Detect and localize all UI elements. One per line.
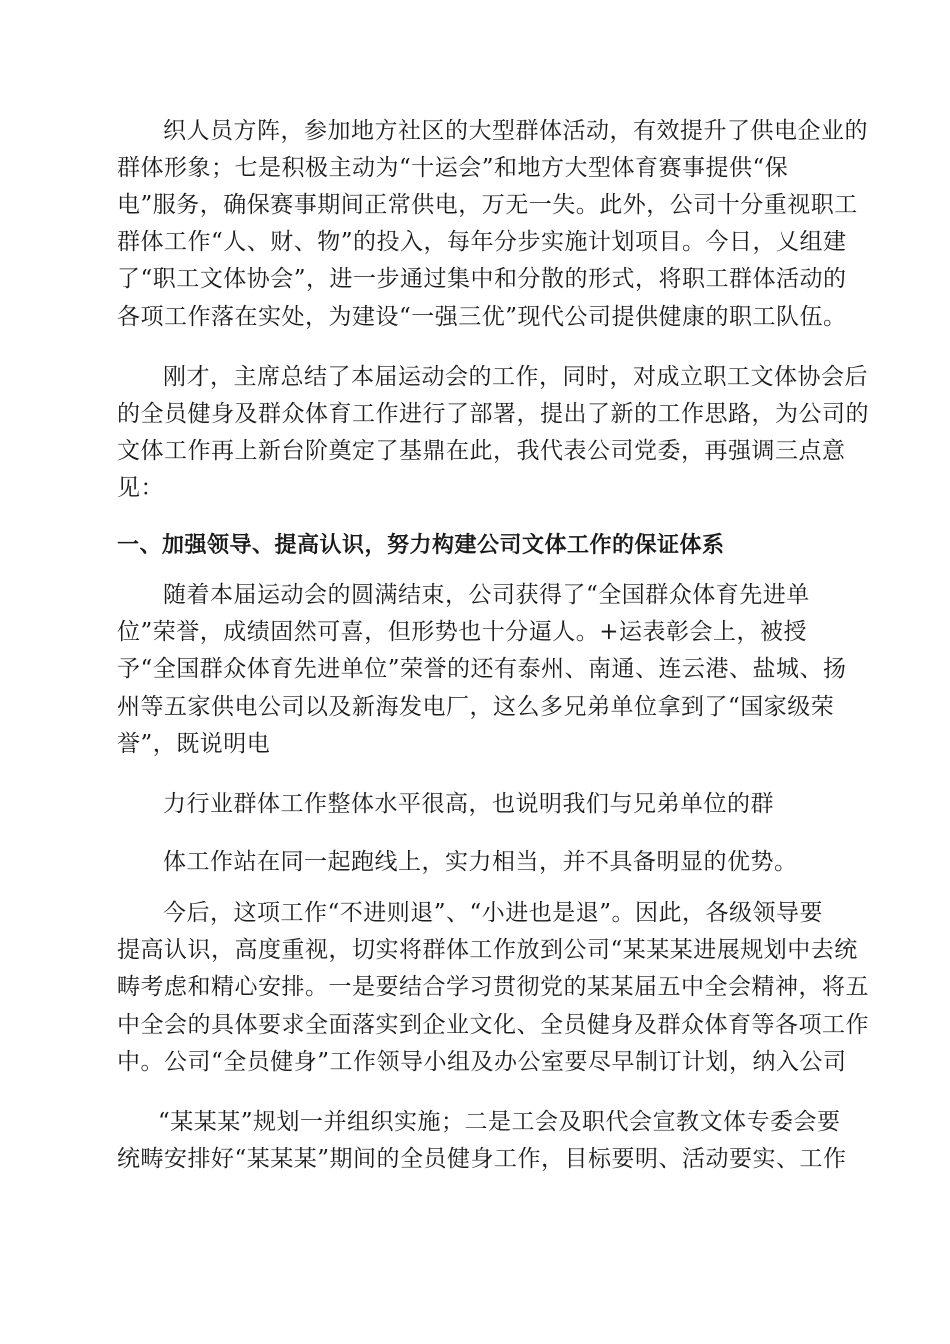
text-line: 电”服务，确保赛事期间正常供电，万无一失。此外，公司十分重视职工 xyxy=(117,192,858,218)
text-line: 位”荣誉，成绩固然可喜，但形势也十分逼人。+运表彰会上，被授 xyxy=(117,619,808,645)
text-line: 了“职工文体协会”，进一步通过集中和分散的形式，将职工群体活动的 xyxy=(117,266,847,292)
text-line: 中。公司“全员健身”工作领导小组及办公室要尽早制订计划，纳入公司 xyxy=(117,1049,847,1075)
text-line: 州等五家供电公司以及新海发电厂，这么多兄弟单位拿到了“国家级荣 xyxy=(117,694,835,720)
text-line: 文体工作再上新台阶奠定了基鼎在此，我代表公司党委，再强调三点意 xyxy=(117,438,846,464)
text-line: 群体形象；七是积极主动为“十运会”和地方大型体育赛事提供“保 xyxy=(117,155,789,181)
text-line: 今后，这项工作“不进则退”、“小进也是退”。因此，各级领导要 xyxy=(163,900,824,926)
text-line: 予“全国群众体育先进单位”荣誉的还有泰州、南通、连云港、盐城、扬 xyxy=(117,656,847,682)
text-line: 织人员方阵，参加地方社区的大型群体活动，有效提升了供电企业的 xyxy=(163,118,868,144)
text-line: 统畴安排好“某某某”期间的全员健身工作，目标要明、活动要实、工作 xyxy=(117,1146,847,1172)
section-heading: 一、加强领导、提高认识，努力构建公司文体工作的保证体系 xyxy=(117,533,725,558)
text-line: 体工作站在同一起跑线上，实力相当，并不具备明显的优势。 xyxy=(163,849,798,875)
text-line: 见： xyxy=(117,475,164,501)
text-line: 中全会的具体要求全面落实到企业文化、全员健身及群众体育等各项工作 xyxy=(117,1012,869,1038)
text-line: “某某某”规划一并组织实施；二是工会及职代会宣教文体专委会要 xyxy=(158,1109,841,1135)
text-line: 誉”，既说明电 xyxy=(117,731,271,757)
text-line: 随着本届运动会的圆满结束，公司获得了“全国群众体育先进单 xyxy=(163,582,810,608)
text-line: 各项工作落在实处，为建设“一强三优”现代公司提供健康的职工队伍。 xyxy=(117,304,847,330)
text-line: 群体工作“人、财、物”的投入，每年分步实施计划项目。今日，乂组建 xyxy=(117,229,847,255)
text-line: 力行业群体工作整体水平很高，也说明我们与兄弟单位的群 xyxy=(163,791,774,817)
text-line: 畴考虑和精心安排。一是要结合学习贯彻党的某某届五中全会精神，将五 xyxy=(117,974,869,1000)
text-line: 刚才，主席总结了本届运动会的工作，同时，对成立职工文体协会后 xyxy=(163,364,868,390)
text-line: 提高认识，高度重视，切实将群体工作放到公司“某某某进展规划中去统 xyxy=(117,937,858,963)
text-line: 的全员健身及群众体育工作进行了部署，提出了新的工作思路，为公司的 xyxy=(117,401,869,427)
